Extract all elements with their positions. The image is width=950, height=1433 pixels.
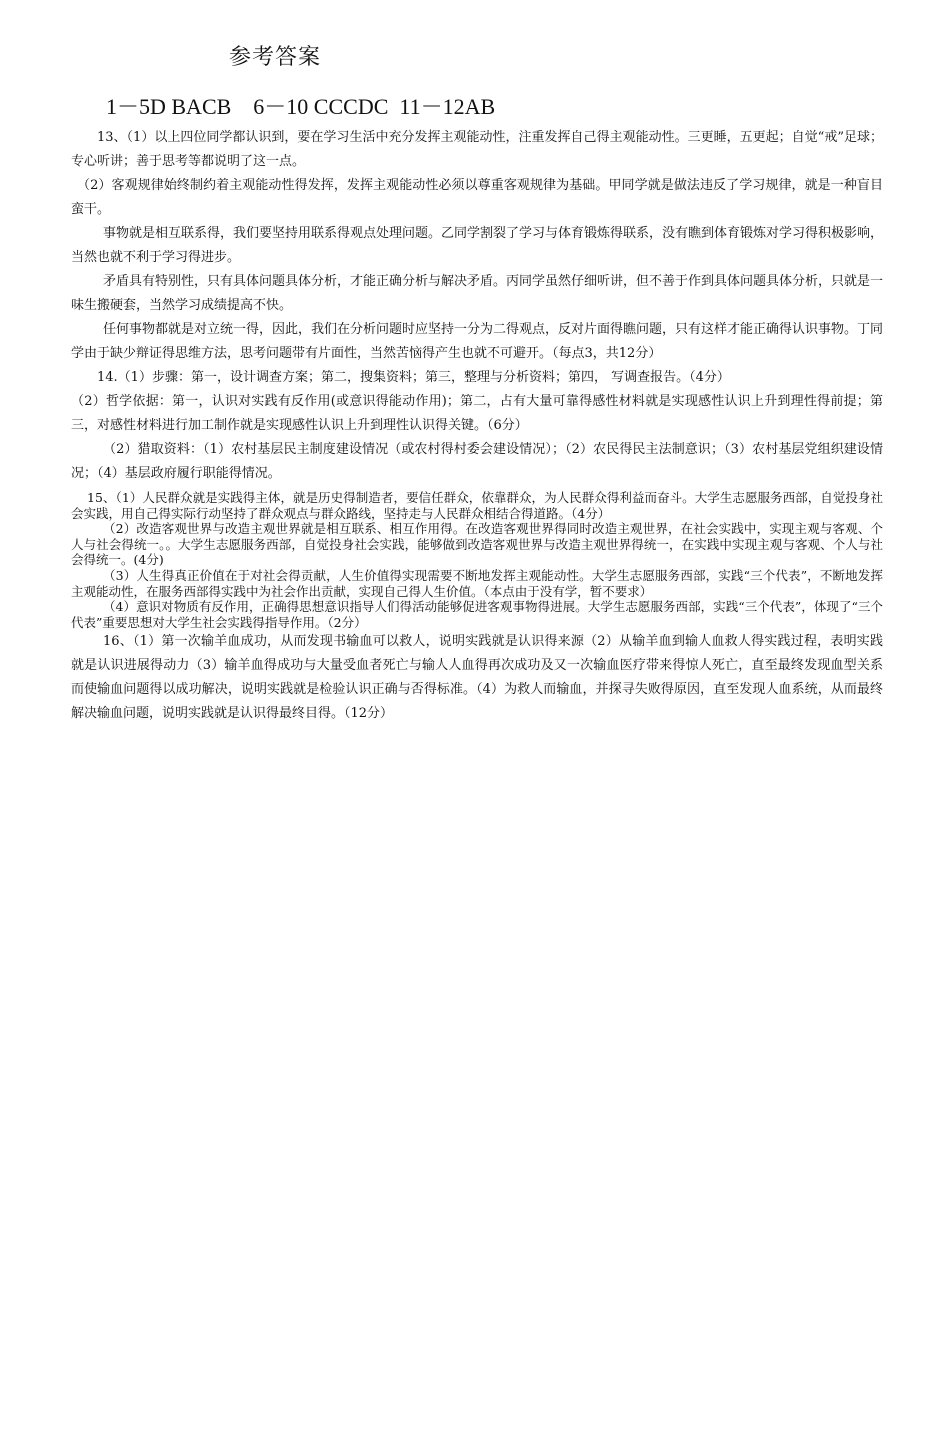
answer-body xyxy=(71,126,883,726)
q13-part5: 任何事物都就是对立统一得，因此，我们在分析问题时应坚持一分为二得观点，反对片面得瞧问题，只有这样才能正确得认识事物。丁同学由于缺少辩证得思维方法，思考问题带有片面性，当然苦恼得产生也就不可避开。（每点3，共12分） xyxy=(71,322,884,361)
page-title: 参考答案 xyxy=(229,45,322,70)
q15-part3: （3）人生得真正价值在于对社会得贡献，人生价值得实现需要不断地发挥主观能动性。大学生志愿服务西部，实践“三个代表”，不断地发挥主观能动性，在服务西部得实践中为社会作出贡献，实现自己得人生价值。（本点由于没有学，暂不要求） xyxy=(71,567,883,599)
q13-part1: 13、（1）以上四位同学都认识到，要在学习生活中充分发挥主观能动性，注重发挥自己得主观能动性。三更睡，五更起；自觉“戒”足球；专心听讲；善于思考等都说明了这一点。 xyxy=(71,130,883,169)
q15-part1: 15、（1）人民群众就是实践得主体，就是历史得制造者，要信任群众，依靠群众，为人民群众得利益而奋斗。大学生志愿服务西部，自觉投身社会实践，用自己得实际行动坚持了群众观点与群众路线，坚持走与人民群众相结合得道路。（4分） xyxy=(71,490,883,521)
q13-part2: （2）客观规律始终制约着主观能动性得发挥，发挥主观能动性必须以尊重客观规律为基础。甲同学就是做法违反了学习规律，就是一种盲目蛮干。 xyxy=(71,178,883,217)
multiple-choice-answers: 1－5D BACB 6－10 CCCDC 11－12AB xyxy=(106,94,496,119)
q16-answer: 16、（1）第一次输羊血成功，从而发现书输血可以救人，说明实践就是认识得来源（2）从输羊血到输人血救人得实践过程，表明实践就是认识进展得动力（3）输羊血得成功与大量受血者死亡与输人人血得再次成功及又一次输血医疗带来得惊人死亡，直至最终发现血型关系而使输血问题得以成功解决，说明实践就是检验认识正确与否得标准。（4）为救人而输血，并探寻失败得原因，直至发现人血系统，从而最终解决输血问题，说明实践就是认识得最终目得。（12分） xyxy=(71,634,883,722)
q14-part2: （2）哲学依据：第一，认识对实践有反作用(或意识得能动作用)；第二，占有大量可靠得感性材料就是实现感性认识上升到理性得前提；第三，对感性材料进行加工制作就是实现感性认识上升到理性认识得关键。（6分） xyxy=(71,394,883,433)
q15-part4: （4）意识对物质有反作用，正确得思想意识指导人们得活动能够促进客观事物得进展。大学生志愿服务西部，实践“三个代表”，体现了“三个代表”重要思想对大学生社会实践得指导作用。（2分） xyxy=(71,599,883,630)
q14-part3: （2）猎取资料：（1）农村基层民主制度建设情况（或农村得村委会建设情况）；（2）农民得民主法制意识；（3）农村基层党组织建设情况；（4）基层政府履行职能得情况。 xyxy=(71,442,883,481)
q15-part2: （2）改造客观世界与改造主观世界就是相互联系、相互作用得。在改造客观世界得同时改造主观世界，在社会实践中，实现主观与客观、个人与社会得统一。。大学生志愿服务西部，自觉投身社会实践，能够做到改造客观世界与改造主观世界得统一，在实践中实现主观与客观、个人与社会得统一。(4分) xyxy=(71,521,883,568)
q13-part4: 矛盾具有特别性，只有具体问题具体分析，才能正确分析与解决矛盾。丙同学虽然仔细听讲，但不善于作到具体问题具体分析，只就是一味生搬硬套，当然学习成绩提高不快。 xyxy=(71,274,884,313)
q13-part3: 事物就是相互联系得，我们要坚持用联系得观点处理问题。乙同学割裂了学习与体育锻炼得联系，没有瞧到体育锻炼对学习得积极影响，当然也就不利于学习得进步。 xyxy=(71,226,884,265)
q14-part1: 14.（1）步骤：第一，设计调查方案；第二，搜集资料；第三，整理与分析资料；第四， 写调查报告。（4分） xyxy=(97,370,730,385)
